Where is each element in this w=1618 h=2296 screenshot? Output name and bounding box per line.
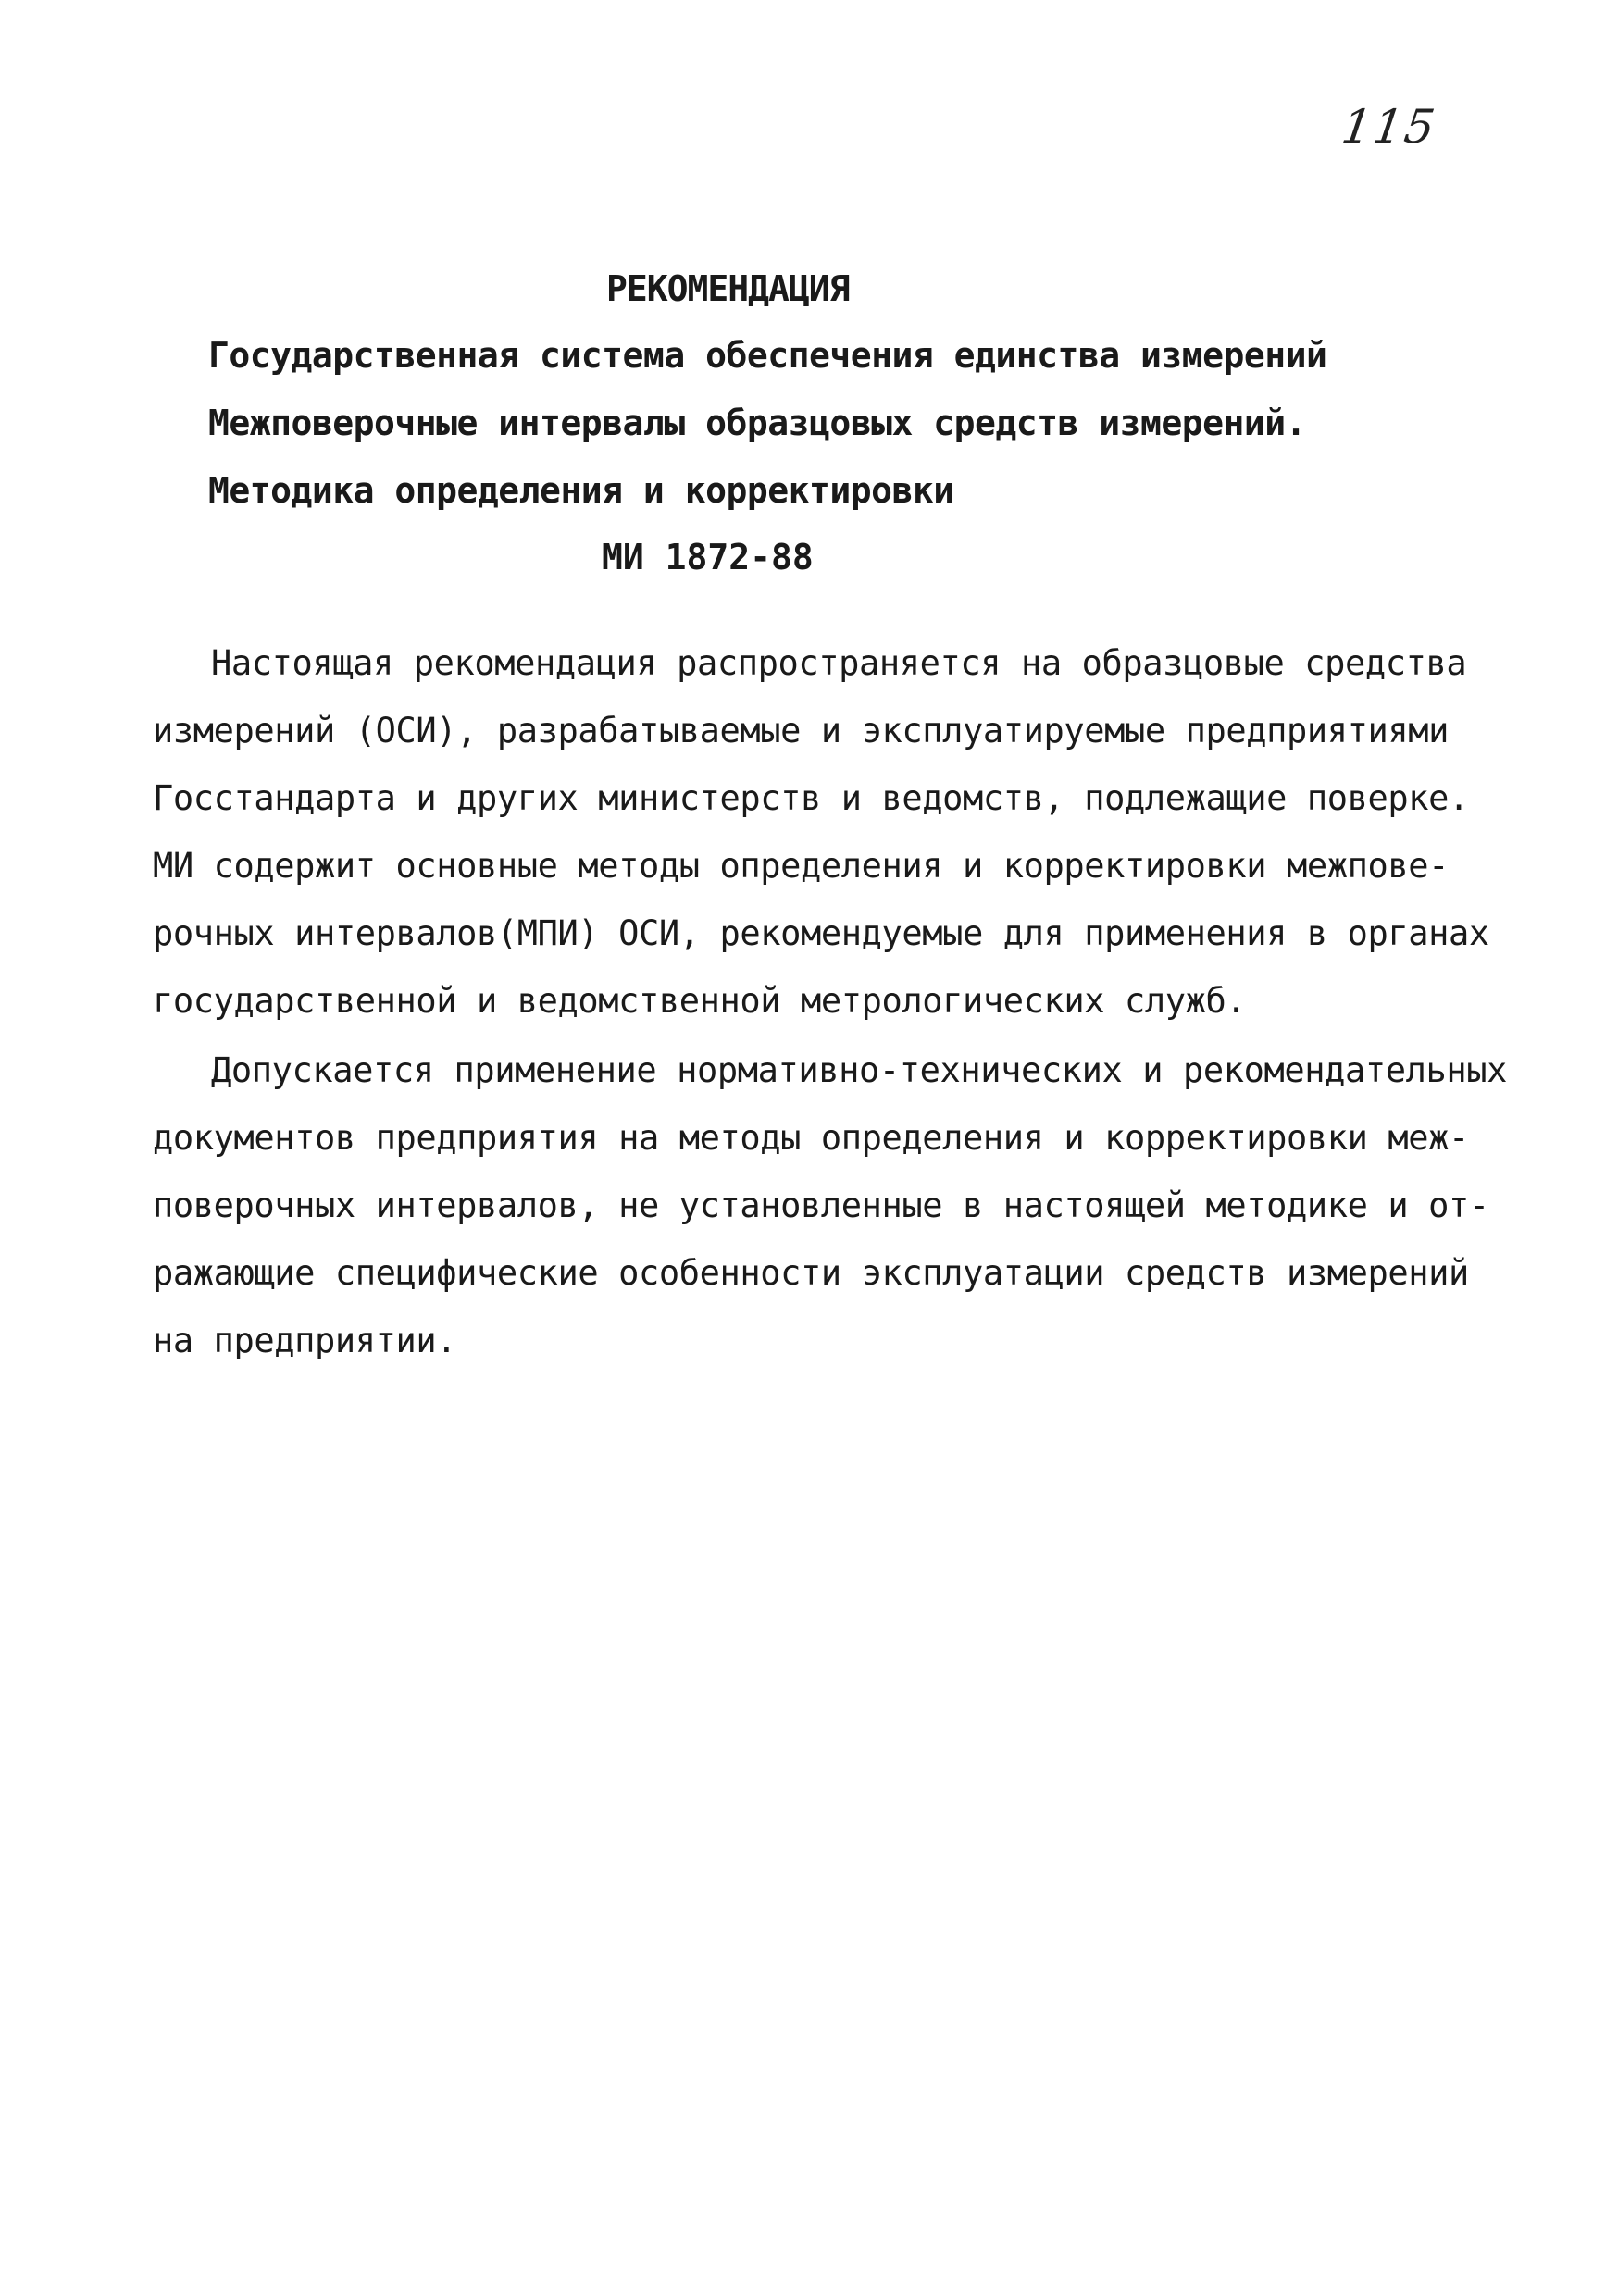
paragraph-line: Допускается применение нормативно-технических и рекомендательных [211, 1050, 1508, 1090]
paragraph-line: на предприятии. [153, 1321, 457, 1360]
paragraph-line: рочных интервалов(МПИ) ОСИ, рекомендуемые для применения в органах [153, 913, 1489, 953]
paragraph-line: Госстандарта и других министерств и ведомств, подлежащие поверке. [153, 778, 1469, 818]
document-code: МИ 1872-88 [602, 537, 814, 577]
handwritten-page-number: 115 [1338, 100, 1440, 154]
title-line: Государственная система обеспечения единства измерений [208, 335, 1327, 376]
title-line: Межповерочные интервалы образцовых средств измерений. [208, 403, 1307, 443]
paragraph-line: государственной и ведомственной метрологических служб. [153, 981, 1247, 1021]
document-type: РЕКОМЕНДАЦИЯ [606, 268, 850, 309]
paragraph-line: МИ содержит основные методы определения и корректировки межпове- [153, 846, 1450, 886]
paragraph-line: ражающие специфические особенности эксплуатации средств измерений [153, 1253, 1469, 1293]
paragraph-line: документов предприятия на методы определения и корректировки меж- [153, 1118, 1469, 1158]
paragraph-line: измерений (ОСИ), разрабатываемые и эксплуатируемые предприятиями [153, 711, 1450, 751]
paragraph-line: поверочных интервалов, не установленные в настоящей методике и от- [153, 1185, 1489, 1225]
title-line: Методика определения и корректировки [208, 470, 954, 511]
paragraph-line: Настоящая рекомендация распространяется на образцовые средства [211, 643, 1467, 683]
